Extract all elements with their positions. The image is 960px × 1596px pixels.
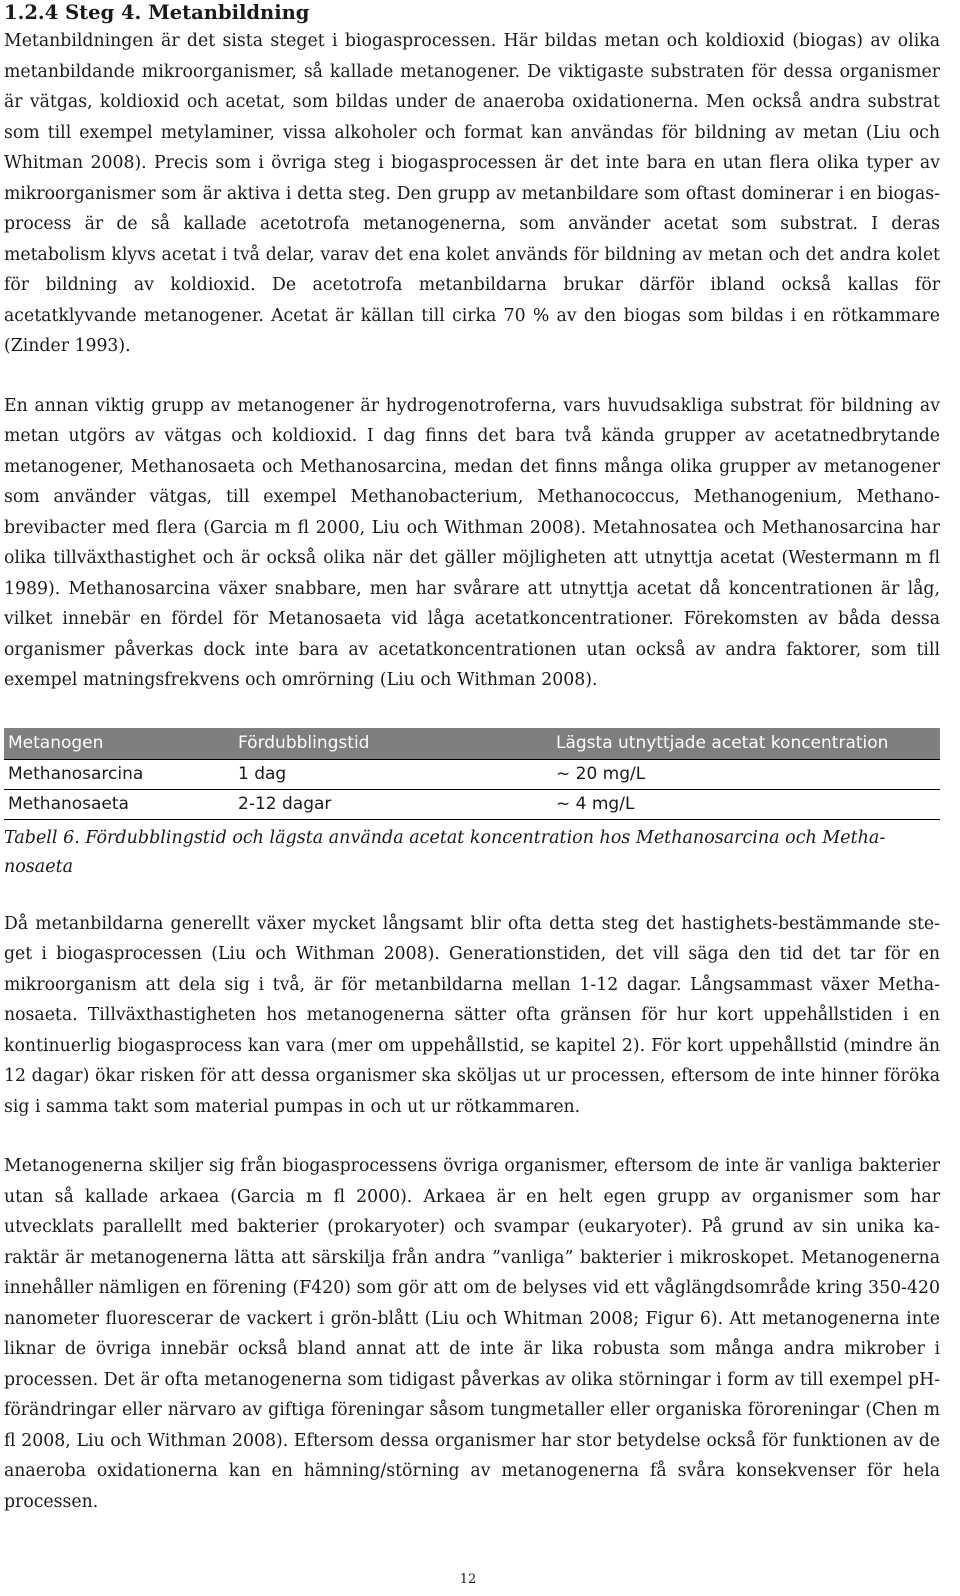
- table-header-cell: Lägsta utnyttjade acetat koncentration: [552, 728, 940, 760]
- table-cell: ~ 4 mg/L: [552, 789, 940, 819]
- table-cell: Methanosarcina: [4, 759, 234, 789]
- table-row: [4, 759, 940, 789]
- paragraph-arkaea: Metanogenerna skiljer sig från biogasprocessens övriga organismer, eftersom de inte är vanliga bakterier utan så kallade arkaea (Garcia m fl 2000). Arkaea är en helt egen grupp av organismer som har utvecklats parallellt med bakterier (prokaryoter) och svampar (eukaryoter). På grund av sin unika karaktär är metanogenerna lätta att särskilja från andra ”vanliga” bakterier i mikroskopet. Metanogenerna innehåller nämligen en förening (F420) som gör att om de belyses vid ett våglängdsområde kring 350-420 nanometer fluorescerar de vackert i grön-blått (Liu och Whitman 2008; Figur 6). Att metanogenerna inte liknar de övriga innebär också bland annat att de inte är lika robusta som många andra mikrober i processen. Det är ofta metanogenerna som tidigast påverkas av olika störningar i form av till exempel pH-förändringar eller närvaro av giftiga föreningar såsom tungmetaller eller organiska föroreningar (Chen m fl 2008, Liu och Withman 2008). Eftersom dessa organismer har stor betydelse också för funktionen av de anaeroba oxidationerna kan en hämning/störning av metanogenerna få svåra konsekvenser för hela processen.: [4, 1156, 940, 1512]
- table-row: [4, 789, 940, 819]
- paragraph-hydrogenotrofer: En annan viktig grupp av metanogener är hydrogenotroferna, vars huvudsakliga substrat för bildning av metan utgörs av vätgas och koldioxid. I dag finns det bara två kända grupper av acetatnedbrytande metanogener, Methanosaeta och Methanosarcina, medan det finns många olika grupper av metanogener som använder vätgas, till exempel Methanobacterium, Methanococcus, Methanogenium, Methanobrevibacter med flera (Garcia m fl 2000, Liu och Withman 2008). Metahnosatea och Methanosarcina har olika tillväxthastighet och är också olika när det gäller möjligheten att utnyttja acetat (Westermann m fl 1989). Methanosarcina växer snabbare, men har svårare att utnyttja acetat då koncentrationen är låg, vilket innebär en fördel för Metanosaeta vid låga acetatkoncentrationer. Förekomsten av båda dessa organismer påverkas dock inte bara av acetatkoncentrationen utan också av andra faktorer, som till exempel matningsfrekvens och omrörning (Liu och Withman 2008).: [4, 395, 940, 690]
- paragraph-metanbildning-intro: Metanbildningen är det sista steget i biogasprocessen. Här bildas metan och koldioxid (biogas) av olika metanbildande mikroorganismer, så kallade metanogener. De viktigaste substraten för dessa organismer är vätgas, koldioxid och acetat, som bildas under de anaeroba oxidationerna. Men också andra substrat som till exempel metylaminer, vissa alkoholer och format kan användas för bildning av metan (Liu och Whitman 2008). Precis som i övriga steg i biogasprocessen är det inte bara en utan flera olika typer av mikroorganismer som är aktiva i detta steg. Den grupp av metanbildare som oftast dominerar i en biogasprocess är de så kallade acetotrofa metanogenerna, som använder acetat som substrat. I deras metabolism klyvs acetat i två delar, varav det ena kolet används för bildning av metan och det andra kolet för bildning av koldioxid. De acetotrofa metanbildarna brukar därför ibland också kallas för acetatklyvande metanogener. Acetat är källan till cirka 70 % av den biogas som bildas i en rötkammare (Zinder 1993).: [4, 31, 940, 356]
- section-heading: 1.2.4 Steg 4. Metanbildning: [4, 1, 310, 24]
- table-cell: 2-12 dagar: [234, 789, 552, 819]
- table-cell: ~ 20 mg/L: [552, 759, 940, 789]
- paragraph-generationstid: Då metanbildarna generellt växer mycket långsamt blir ofta detta steg det hastighets-bestämmande steget i biogasprocessen (Liu och Withman 2008). Generationstiden, det vill säga den tid det tar för en mikroorganism att dela sig i två, är för metanbildarna mellan 1-12 dagar. Långsammast växer Methanosaeta. Tillväxthastigheten hos metanogenerna sätter ofta gränsen för hur kort uppehållstiden i en kontinuerlig biogasprocess kan vara (mer om uppehållstid, se kapitel 2). För kort uppehållstid (mindre än 12 dagar) ökar risken för att dessa organismer ska sköljas ut ur processen, eftersom de inte hinner föröka sig i samma takt som material pumpas in och ut ur rötkammaren.: [4, 913, 940, 1117]
- table-cell: 1 dag: [234, 759, 552, 789]
- methanogen-table: [4, 728, 940, 820]
- page-number: 12: [459, 1572, 477, 1587]
- table-caption: Tabell 6. Fördubblingstid och lägsta använda acetat koncentration hos Methanosarcina och Methanosaeta: [4, 827, 886, 877]
- table-header-row: [4, 728, 940, 760]
- table-header-cell: Fördubblingstid: [234, 728, 552, 760]
- table-cell: Methanosaeta: [4, 789, 234, 819]
- document-page: [4, 0, 940, 1517]
- table-header-cell: Metanogen: [4, 728, 234, 760]
